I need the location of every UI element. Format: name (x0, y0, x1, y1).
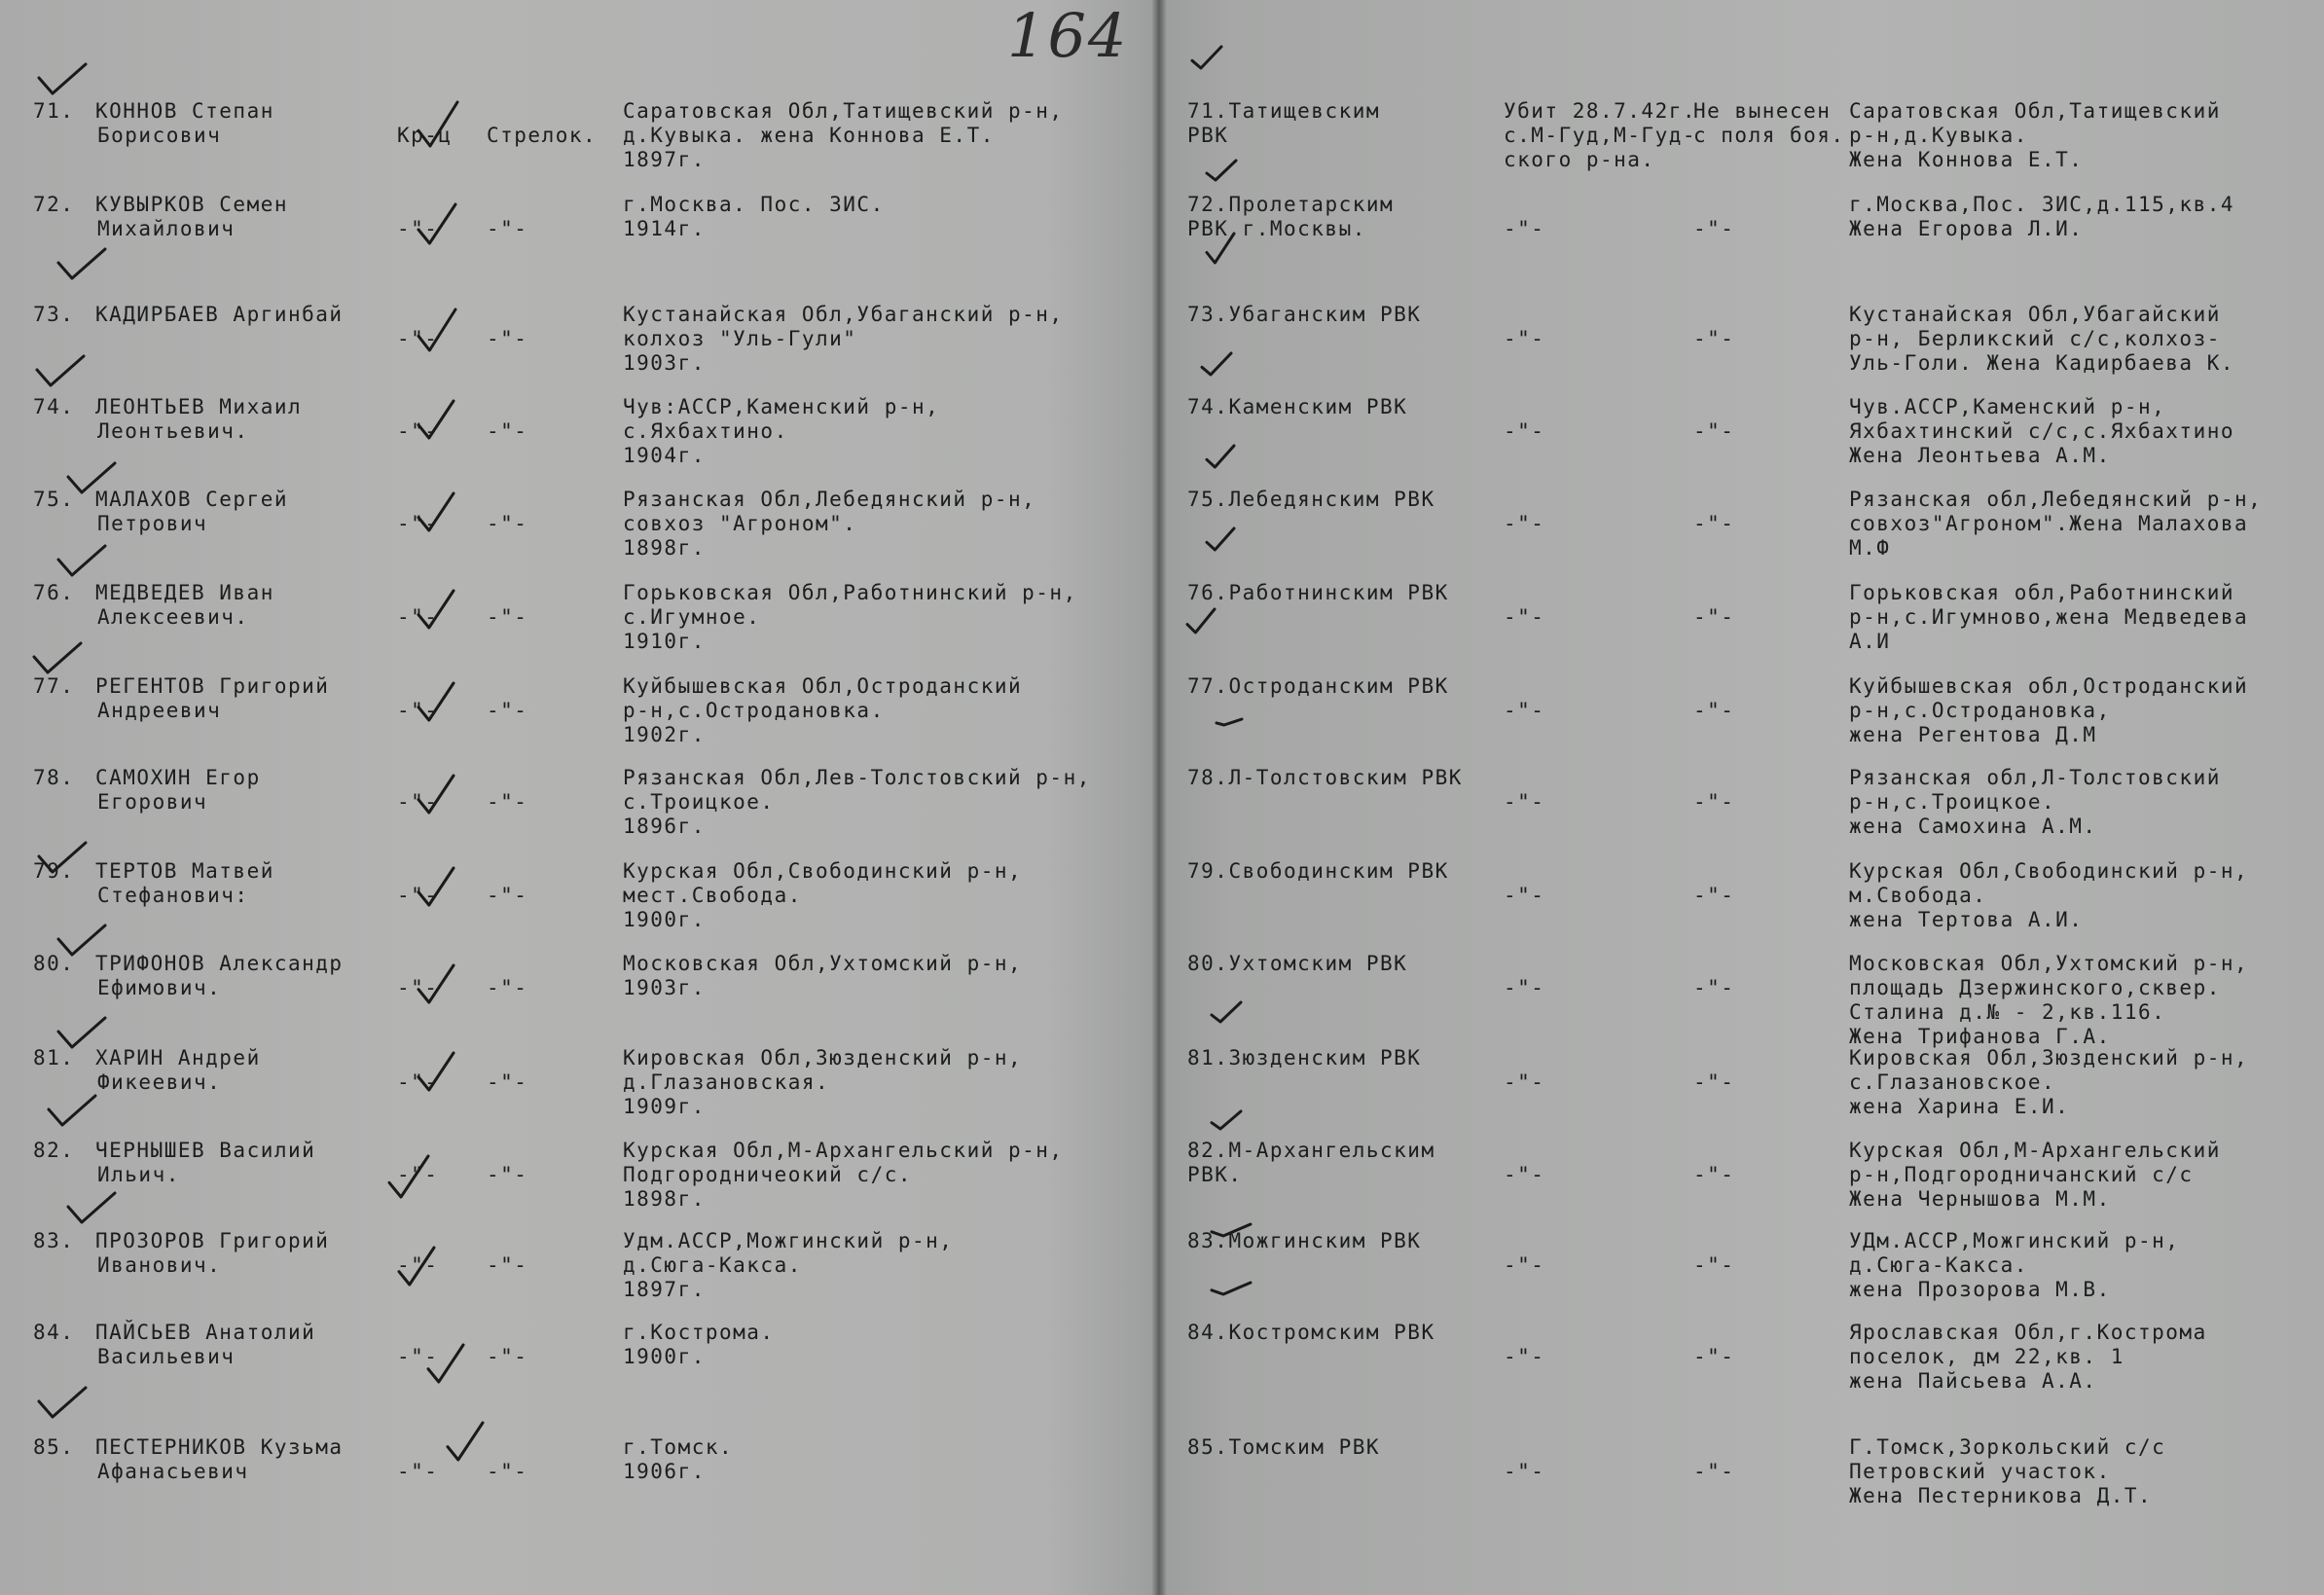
soldier-surname-firstname: КАДИРБАЕВ Аргинбай (95, 303, 344, 326)
soldier-name (95, 581, 378, 630)
soldier-name (95, 1046, 378, 1095)
burial-place: -"- (1693, 512, 1735, 535)
soldier-name (95, 303, 378, 327)
soldier-rank: -"- (397, 976, 439, 999)
soldier-rank: -"- (397, 884, 439, 907)
date-and-cause: -"- (1504, 217, 1545, 240)
record-number: 83. (33, 1229, 75, 1252)
soldier-position: -"- (487, 976, 528, 999)
soldier-rank: -"- (397, 419, 439, 443)
soldier-rank: -"- (397, 512, 439, 535)
soldier-name (95, 395, 378, 444)
draft-office-number: 73. (1187, 303, 1229, 326)
soldier-rank: -"- (397, 1345, 439, 1368)
record-number: 85. (33, 1435, 75, 1459)
soldier-surname-firstname: МЕДВЕДЕВ Иван (95, 581, 274, 604)
date-and-cause: -"- (1504, 699, 1545, 722)
draft-office (1187, 1046, 1470, 1070)
burial-place: Не вынесен с поля боя. (1693, 99, 1845, 147)
birthplace-and-year: г.Кострома. 1900г. (623, 1321, 775, 1368)
soldier-position: Стрелок. (487, 124, 598, 147)
record-row (0, 1435, 2324, 1529)
birthplace-and-year: Чув:АССР,Каменский р-н, с.Яхбахтино. 1904г. (623, 395, 940, 467)
draft-office-number: 74. (1187, 395, 1229, 418)
draft-office-number: 84. (1187, 1321, 1229, 1344)
soldier-name (95, 488, 378, 536)
draft-office-number: 77. (1187, 674, 1229, 698)
draft-office-name: Работнинским РВК (1228, 581, 1449, 604)
soldier-name (95, 859, 378, 908)
birthplace-and-year: Горьковская Обл,Работнинский р-н, с.Игумное. 1910г. (623, 581, 1077, 653)
date-and-cause: -"- (1504, 1070, 1545, 1094)
draft-office (1187, 766, 1470, 790)
soldier-patronymic: Леонтьевич. (97, 419, 249, 443)
draft-office-number: 80. (1187, 952, 1229, 975)
record-number: 77. (33, 674, 75, 698)
record-number: 78. (33, 766, 75, 789)
next-of-kin: Чув.АССР,Каменский р-н, Яхбахтинский с/с,с.Яхбахтино Жена Леонтьева А.М. (1849, 395, 2235, 467)
next-of-kin: Саратовская Обл,Татищевский р-н,д.Кувыка. Жена Коннова Е.Т. (1849, 99, 2221, 171)
soldier-position: -"- (487, 699, 528, 722)
soldier-rank: -"- (397, 1163, 439, 1186)
draft-office-name: Зюзденским РВК (1228, 1046, 1422, 1069)
draft-office (1187, 859, 1470, 884)
soldier-name (95, 1139, 378, 1187)
soldier-rank: -"- (397, 605, 439, 629)
soldier-patronymic: Егорович (97, 790, 208, 814)
soldier-position: -"- (487, 1253, 528, 1277)
soldier-patronymic: Васильевич (97, 1345, 236, 1368)
soldier-name (95, 766, 378, 815)
date-and-cause: -"- (1504, 790, 1545, 814)
soldier-name (95, 1435, 378, 1484)
burial-place: -"- (1693, 699, 1735, 722)
soldier-rank: -"- (397, 1253, 439, 1277)
record-row (0, 488, 2324, 581)
record-row (0, 859, 2324, 953)
soldier-surname-firstname: ЧЕРНЫШЕВ Василий (95, 1139, 316, 1162)
burial-place: -"- (1693, 1163, 1735, 1186)
date-and-cause: -"- (1504, 884, 1545, 907)
soldier-position: -"- (487, 512, 528, 535)
soldier-rank: -"- (397, 327, 439, 350)
soldier-position: -"- (487, 1345, 528, 1368)
margin-check-mark (39, 64, 86, 93)
birthplace-and-year: Кировская Обл,Зюзденский р-н, д.Глазановская. 1909г. (623, 1046, 1023, 1118)
soldier-surname-firstname: ТЕРТОВ Матвей (95, 859, 274, 883)
birthplace-and-year: Рязанская Обл,Лебедянский р-н, совхоз "Агроном". 1898г. (623, 488, 1036, 560)
soldier-patronymic: Петрович (97, 512, 208, 535)
soldier-rank: -"- (397, 790, 439, 814)
record-row (0, 1229, 2324, 1323)
draft-office (1187, 395, 1470, 419)
soldier-patronymic: Михайлович (97, 217, 236, 240)
draft-office (1187, 1321, 1470, 1345)
soldier-surname-firstname: КУВЫРКОВ Семен (95, 193, 289, 216)
next-of-kin: УДм.АССР,Можгинский р-н, д.Сюга-Какса. жена Прозорова М.В. (1849, 1229, 2180, 1301)
next-of-kin: Рязанская обл,Лебедянский р-н, совхоз"Агроном".Жена Малахова М.Ф (1849, 488, 2263, 560)
birthplace-and-year: г.Томск. 1906г. (623, 1435, 734, 1483)
soldier-name (95, 1321, 378, 1369)
soldier-position: -"- (487, 1070, 528, 1094)
draft-office-number: 79. (1187, 859, 1229, 883)
draft-office-number: 82. (1187, 1139, 1229, 1162)
soldier-position: -"- (487, 217, 528, 240)
birthplace-and-year: Удм.АССР,Можгинский р-н, д.Сюга-Какса. 1897г. (623, 1229, 954, 1301)
draft-office-name: Пролетарским РВК г.Москвы. (1187, 193, 1395, 240)
draft-office-name: Можгинским РВК (1228, 1229, 1422, 1252)
soldier-rank: -"- (397, 1460, 439, 1483)
birthplace-and-year: Куйбышевская Обл,Остроданский р-н,с.Остродановка. 1902г. (623, 674, 1023, 746)
soldier-surname-firstname: ПРОЗОРОВ Григорий (95, 1229, 330, 1252)
next-of-kin: г.Москва,Пос. ЗИС,д.115,кв.4 Жена Егорова Л.И. (1849, 193, 2235, 240)
next-of-kin: Курская Обл,М-Архангельский р-н,Подгородничанский с/с Жена Чернышова М.М. (1849, 1139, 2221, 1211)
birthplace-and-year: Курская Обл,Свободинский р-н, мест.Свобода. 1900г. (623, 859, 1023, 931)
draft-office-name: Татищевским РВК (1187, 99, 1381, 147)
folio-number: 164 (1007, 0, 1129, 71)
soldier-patronymic: Фикеевич. (97, 1070, 222, 1094)
date-and-cause: -"- (1504, 1253, 1545, 1277)
soldier-position: -"- (487, 605, 528, 629)
record-row (0, 766, 2324, 859)
record-number: 73. (33, 303, 75, 326)
next-of-kin: Курская Обл,Свободинский р-н, м.Свобода. жена Тертова А.И. (1849, 859, 2249, 931)
soldier-position: -"- (487, 790, 528, 814)
soldier-patronymic: Афанасьевич (97, 1460, 249, 1483)
date-and-cause: -"- (1504, 605, 1545, 629)
draft-office-number: 76. (1187, 581, 1229, 604)
check-mark (1192, 47, 1221, 68)
soldier-name (95, 1229, 378, 1278)
soldier-position: -"- (487, 884, 528, 907)
record-row (0, 674, 2324, 768)
draft-office (1187, 952, 1470, 976)
soldier-patronymic: Борисович (97, 124, 222, 147)
soldier-rank: -"- (397, 217, 439, 240)
soldier-name (95, 99, 378, 148)
record-number: 82. (33, 1139, 75, 1162)
record-row (0, 193, 2324, 286)
soldier-patronymic: Ефимович. (97, 976, 222, 999)
burial-place: -"- (1693, 1253, 1735, 1277)
record-row (0, 1321, 2324, 1414)
record-row (0, 303, 2324, 396)
soldier-position: -"- (487, 419, 528, 443)
next-of-kin: Кировская Обл,Зюзденский р-н, с.Глазановское. жена Харина Е.И. (1849, 1046, 2249, 1118)
record-row (0, 581, 2324, 674)
record-number: 76. (33, 581, 75, 604)
draft-office (1187, 674, 1470, 699)
date-and-cause: -"- (1504, 419, 1545, 443)
burial-place: -"- (1693, 1460, 1735, 1483)
soldier-rank: -"- (397, 1070, 439, 1094)
next-of-kin: Рязанская обл,Л-Толстовский р-н,с.Троицкое. жена Самохина А.М. (1849, 766, 2221, 838)
next-of-kin: Ярославская Обл,г.Кострома поселок, дм 22,кв. 1 жена Пайсьева А.А. (1849, 1321, 2207, 1393)
draft-office (1187, 303, 1470, 327)
record-row (0, 99, 2324, 193)
record-row (0, 952, 2324, 1048)
soldier-surname-firstname: РЕГЕНТОВ Григорий (95, 674, 330, 698)
draft-office-name: Л-Толстовским РВК (1228, 766, 1463, 789)
draft-office-number: 83. (1187, 1229, 1229, 1252)
draft-office (1187, 1435, 1470, 1460)
draft-office (1187, 1139, 1470, 1187)
soldier-surname-firstname: ЛЕОНТЬЕВ Михаил (95, 395, 303, 418)
soldier-patronymic: Алексеевич. (97, 605, 249, 629)
soldier-surname-firstname: КОННОВ Степан (95, 99, 274, 123)
soldier-name (95, 952, 378, 1000)
next-of-kin: Куйбышевская обл,Остроданский р-н,с.Остродановка, жена Регентова Д.М (1849, 674, 2249, 746)
next-of-kin: Г.Томск,Зоркольский с/с Петровский участок. Жена Пестерникова Д.Т. (1849, 1435, 2166, 1507)
burial-place: -"- (1693, 976, 1735, 999)
draft-office-number: 72. (1187, 193, 1229, 216)
draft-office-name: Убаганским РВК (1228, 303, 1422, 326)
birthplace-and-year: Рязанская Обл,Лев-Толстовский р-н, с.Троицкое. 1896г. (623, 766, 1091, 838)
burial-place: -"- (1693, 217, 1735, 240)
burial-place: -"- (1693, 1345, 1735, 1368)
birthplace-and-year: Саратовская Обл,Татищевский р-н, д.Кувыка. жена Коннова Е.Т. 1897г. (623, 99, 1064, 171)
draft-office-name: Свободинским РВК (1228, 859, 1449, 883)
record-number: 71. (33, 99, 75, 123)
draft-office (1187, 99, 1470, 148)
draft-office (1187, 1229, 1470, 1253)
record-number: 74. (33, 395, 75, 418)
draft-office (1187, 581, 1470, 605)
burial-place: -"- (1693, 327, 1735, 350)
soldier-position: -"- (487, 327, 528, 350)
soldier-surname-firstname: МАЛАХОВ Сергей (95, 488, 289, 511)
soldier-surname-firstname: САМОХИН Егор (95, 766, 261, 789)
soldier-rank: -"- (397, 699, 439, 722)
record-number: 80. (33, 952, 75, 975)
draft-office-name: Костромским РВК (1228, 1321, 1435, 1344)
soldier-patronymic: Ильич. (97, 1163, 180, 1186)
burial-place: -"- (1693, 884, 1735, 907)
draft-office-number: 71. (1187, 99, 1229, 123)
date-and-cause: -"- (1504, 1460, 1545, 1483)
soldier-surname-firstname: ТРИФОНОВ Александр (95, 952, 344, 975)
birthplace-and-year: г.Москва. Пос. ЗИС. 1914г. (623, 193, 885, 240)
record-number: 72. (33, 193, 75, 216)
burial-place: -"- (1693, 419, 1735, 443)
soldier-patronymic: Иванович. (97, 1253, 222, 1277)
draft-office-name: Томским РВК (1228, 1435, 1381, 1459)
record-number: 81. (33, 1046, 75, 1069)
soldier-position: -"- (487, 1460, 528, 1483)
soldier-patronymic: Андреевич (97, 699, 222, 722)
draft-office-name: Каменским РВК (1228, 395, 1408, 418)
birthplace-and-year: Московская Обл,Ухтомский р-н, 1903г. (623, 952, 1023, 999)
draft-office-name: Ухтомским РВК (1228, 952, 1408, 975)
draft-office-number: 85. (1187, 1435, 1229, 1459)
draft-office-name: М-Архангельским РВК. (1187, 1139, 1435, 1186)
birthplace-and-year: Курская Обл,М-Архангельский р-н, Подгородничеокий с/с. 1898г. (623, 1139, 1064, 1211)
record-row (0, 1046, 2324, 1140)
record-number: 75. (33, 488, 75, 511)
soldier-rank: Кр-ц (397, 124, 453, 147)
date-and-cause: -"- (1504, 1163, 1545, 1186)
draft-office-number: 78. (1187, 766, 1229, 789)
soldier-position: -"- (487, 1163, 528, 1186)
date-and-cause: -"- (1504, 512, 1545, 535)
draft-office-name: Остроданским РВК (1228, 674, 1449, 698)
record-row (0, 395, 2324, 489)
draft-office (1187, 193, 1470, 241)
burial-place: -"- (1693, 1070, 1735, 1094)
draft-office (1187, 488, 1470, 512)
soldier-patronymic: Стефанович: (97, 884, 249, 907)
date-and-cause: -"- (1504, 327, 1545, 350)
date-and-cause: Убит 28.7.42г. с.М-Гуд,М-Гуд- ского р-на. (1504, 99, 1697, 171)
draft-office-number: 75. (1187, 488, 1229, 511)
draft-office-number: 81. (1187, 1046, 1229, 1069)
soldier-surname-firstname: ПАЙСЬЕВ Анатолий (95, 1321, 316, 1344)
draft-office-name: Лебедянским РВК (1228, 488, 1435, 511)
birthplace-and-year: Кустанайская Обл,Убаганский р-н, колхоз "Уль-Гули" 1903г. (623, 303, 1064, 375)
next-of-kin: Московская Обл,Ухтомский р-н, площадь Дзержинского,сквер. Сталина д.№ - 2,кв.116. Жена Трифанова Г.А. (1849, 952, 2249, 1048)
date-and-cause: -"- (1504, 976, 1545, 999)
soldier-surname-firstname: ПЕСТЕРНИКОВ Кузьма (95, 1435, 344, 1459)
next-of-kin: Горьковская обл,Работнинский р-н,с.Игумново,жена Медведева А.И (1849, 581, 2249, 653)
burial-place: -"- (1693, 605, 1735, 629)
soldier-name (95, 193, 378, 241)
soldier-surname-firstname: ХАРИН Андрей (95, 1046, 261, 1069)
record-row (0, 1139, 2324, 1232)
record-number: 79. (33, 859, 75, 883)
record-number: 84. (33, 1321, 75, 1344)
soldier-name (95, 674, 378, 723)
burial-place: -"- (1693, 790, 1735, 814)
next-of-kin: Кустанайская Обл,Убагайский р-н, Берликский с/с,колхоз- Уль-Голи. Жена Кадирбаева К. (1849, 303, 2235, 375)
date-and-cause: -"- (1504, 1345, 1545, 1368)
